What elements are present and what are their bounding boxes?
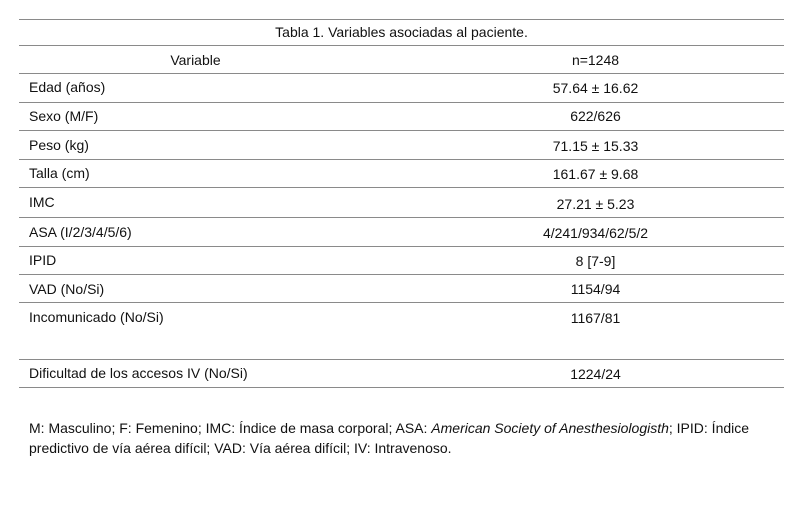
header-variable: Variable — [170, 52, 221, 68]
rule-row — [19, 159, 784, 160]
row-label: Talla (cm) — [29, 165, 90, 181]
row-label: IPID — [29, 252, 57, 268]
rule-row — [19, 102, 784, 103]
caption-rest: asociadas al paciente. — [385, 24, 528, 40]
row-label: ASA (I/2/3/4/5/6) — [29, 224, 132, 240]
rule-row — [19, 246, 784, 247]
header-value: n=1248 — [571, 52, 620, 68]
table-footnote — [29, 418, 777, 458]
row-value: 161.67 ± 9.68 — [552, 166, 639, 182]
rule-row — [19, 130, 784, 131]
row-value: 4/241/934/62/5/2 — [542, 225, 649, 241]
rule-header — [19, 73, 784, 74]
row-label: Incomunicado (No/Si) — [29, 309, 164, 325]
row-value: 1224/24 — [570, 366, 621, 382]
rule-row — [19, 387, 784, 388]
caption-bold: Tabla 1. Variables — [275, 24, 386, 40]
row-label: Edad (años) — [29, 79, 106, 95]
row-value: 1154/94 — [570, 281, 621, 297]
row-value: 1167/81 — [570, 310, 621, 326]
rule-top — [19, 19, 784, 20]
row-label: Dificultad de los accesos IV (No/Si) — [29, 365, 248, 381]
rule-row — [19, 359, 784, 360]
row-label: VAD (No/Si) — [29, 281, 105, 297]
row-label: IMC — [29, 194, 55, 210]
footnote-italic: American Society of Anesthesiologisth — [431, 420, 669, 436]
footnote-text: M: Masculino; F: Femenino; IMC: Índice de masa corporal; ASA: — [29, 420, 432, 436]
rule-row — [19, 217, 784, 218]
row-label: Peso (kg) — [29, 137, 89, 153]
row-value: 622/626 — [570, 108, 621, 124]
table-caption — [19, 23, 784, 41]
row-value: 27.21 ± 5.23 — [556, 196, 635, 212]
row-value: 8 [7-9] — [575, 253, 616, 269]
row-value: 57.64 ± 16.62 — [552, 80, 639, 96]
rule-caption — [19, 45, 784, 46]
row-label: Sexo (M/F) — [29, 108, 99, 124]
rule-row — [19, 274, 784, 275]
footnote-text-end: ; IPID: Índice predictivo de vía aérea difícil; VAD: Vía aérea difícil; IV: Intravenoso. — [29, 420, 750, 456]
row-value: 71.15 ± 15.33 — [552, 138, 639, 154]
rule-row — [19, 302, 784, 303]
rule-row — [19, 187, 784, 188]
